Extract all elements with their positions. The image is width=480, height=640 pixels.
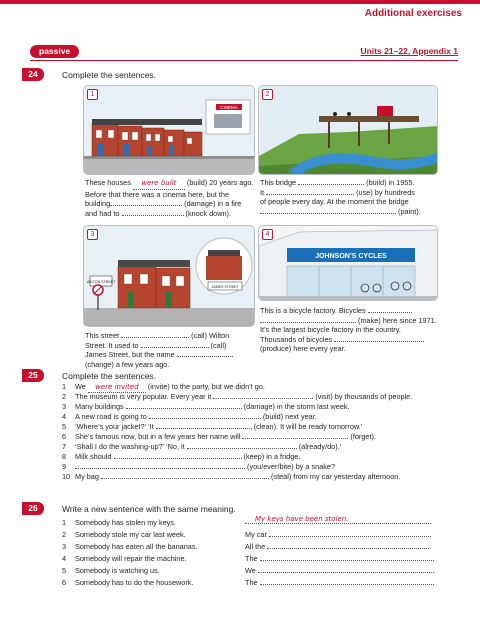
panel-number: 4	[262, 229, 273, 240]
answer-blank[interactable]: My keys have been stolen.	[245, 515, 431, 524]
answer-blank[interactable]	[149, 412, 261, 419]
answer-blank[interactable]: were built	[133, 179, 185, 190]
bridge-illustration	[259, 86, 438, 175]
panel-number: 3	[87, 229, 98, 240]
units-link[interactable]: Units 21–22, Appendix 1	[360, 46, 458, 56]
answer-blank[interactable]	[75, 462, 245, 469]
exercise-instruction: Write a new sentence with the same meaning.	[62, 504, 236, 514]
page-header-title: Additional exercises	[364, 8, 462, 19]
top-accent-bar	[0, 0, 480, 4]
sentence-item: 5 Somebody is watching us.	[62, 566, 160, 575]
sentence-item: 10 My bag (steal) from my car yesterday afternoon.	[62, 472, 401, 481]
sentence-item: 2 The museum is very popular. Every year it (visit) by thousands of people.	[62, 392, 413, 401]
exercise-instruction: Complete the sentences.	[62, 70, 157, 80]
answer-blank[interactable]	[213, 392, 313, 399]
street-illustration	[84, 226, 255, 327]
exercise-instruction: Complete the sentences.	[62, 371, 157, 381]
panel-number: 2	[262, 89, 273, 100]
picture-panel-3	[83, 225, 255, 327]
cinema-sign: CINEMA	[220, 105, 238, 110]
sentence-item: 1 Somebody has stolen my keys.	[62, 518, 176, 527]
answer-blank[interactable]	[101, 472, 269, 479]
section-pill: passive	[30, 45, 79, 58]
factory-sign: JOHNSON’S CYCLES	[315, 253, 387, 260]
rewrite-line[interactable]: All the	[245, 542, 429, 551]
answer-blank[interactable]	[260, 554, 434, 561]
sentence-item: 5 ‘Where’s your jacket?’ ‘It (clean). It will be ready tomorrow.’	[62, 422, 363, 431]
sentence-item: 4 Somebody will repair the machine.	[62, 554, 187, 563]
panel-4-text: This is a bicycle factory. Bicycles (make) here since 1971. It’s the largest bicycle factory in the country. Thousands of bicycles (produce) here every year.	[260, 306, 437, 354]
panel-number: 1	[87, 89, 98, 100]
sentence-item: 3 Many buildings (damage) in the storm last week.	[62, 402, 350, 411]
picture-panel-4	[258, 225, 438, 301]
sentence-item: 6 Somebody has to do the housework.	[62, 578, 194, 587]
sentence-item: 2 Somebody stole my car last week.	[62, 530, 186, 539]
sentence-item: 4 A new road is going to (build) next year.	[62, 412, 317, 421]
answer-blank[interactable]	[269, 530, 431, 537]
sentence-item: 9 (you/ever/bite) by a snake?	[62, 462, 336, 471]
rewrite-line[interactable]: The	[245, 554, 434, 563]
answer-blank[interactable]	[298, 178, 364, 185]
picture-panel-2	[258, 85, 438, 175]
answer-blank[interactable]	[121, 331, 189, 338]
answer-blank[interactable]	[260, 207, 396, 214]
answer-blank[interactable]	[110, 199, 182, 206]
rewrite-line[interactable]: The	[245, 578, 434, 587]
answer-blank[interactable]	[114, 452, 242, 459]
street-sign: WILTON STREET	[86, 280, 116, 284]
exercise-number: 24	[22, 68, 44, 81]
rewrite-line[interactable]: My car	[245, 530, 431, 539]
answer-blank[interactable]	[258, 566, 434, 573]
answer-blank[interactable]	[122, 209, 184, 216]
answer-blank[interactable]	[141, 341, 209, 348]
answer-blank[interactable]	[242, 432, 348, 439]
rewrite-line[interactable]	[245, 514, 431, 524]
answer-blank[interactable]	[177, 350, 233, 357]
answer-blank[interactable]	[126, 402, 242, 409]
panel-2-text: This bridge (build) in 1955. It (use) by hundreds of people every day. At the moment the bridge (paint).	[260, 178, 421, 216]
answer-blank[interactable]	[368, 306, 412, 313]
houses-illustration	[84, 86, 255, 175]
exercise-number: 25	[22, 369, 44, 382]
sentence-item: 3 Somebody has eaten all the bananas.	[62, 542, 198, 551]
panel-1-text: These houses were built (build) 20 years ago. Before that there was a cinema here, but the building (damage) in a fire and had to (knock down).	[85, 178, 254, 218]
answer-blank[interactable]	[266, 188, 354, 195]
answer-blank[interactable]	[260, 316, 356, 323]
exercise-number: 26	[22, 502, 44, 515]
panel-3-text: This street (call) Wilton Street. It used to (call) James Street, but the name (change) a few years ago.	[85, 331, 255, 369]
answer-blank[interactable]: were invited	[88, 382, 146, 393]
header-rule	[30, 60, 458, 61]
answer-blank[interactable]	[334, 335, 424, 342]
picture-panel-1	[83, 85, 255, 175]
old-street-sign: JAMES STREET	[211, 285, 239, 289]
answer-blank[interactable]	[187, 442, 297, 449]
factory-illustration	[259, 226, 438, 301]
sentence-item: 8 Milk should (keep) in a fridge.	[62, 452, 301, 461]
rewrite-line[interactable]: We	[245, 566, 434, 575]
answer-blank[interactable]	[267, 542, 429, 549]
answer-blank[interactable]	[156, 422, 252, 429]
sentence-item: 6 She’s famous now, but in a few years her name will (forget).	[62, 432, 376, 441]
answer-blank[interactable]	[260, 578, 434, 585]
sentence-item: 1 We were invited (invite) to the party, but we didn’t go.	[62, 382, 265, 391]
sentence-item: 7 ‘Shall I do the washing-up?’ ‘No, it (already/do).’	[62, 442, 342, 451]
